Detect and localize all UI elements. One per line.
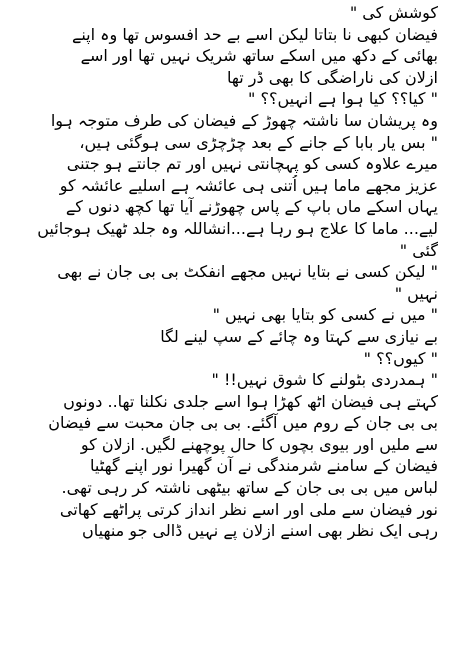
- text-line: گئی ": [399, 240, 438, 260]
- text-line: " بس یار بابا کے جانے کے بعد چڑچڑی سی ہوگئی ہیں،: [79, 132, 438, 152]
- text-line: " لیکن کسی نے بتایا نہیں مجھے انفکٹ بی بی جان نے بھی: [57, 262, 438, 282]
- text-line: نور فیضان سے ملی اور اسے نظر انداز کرتی پراٹھے کھاتی: [59, 499, 438, 519]
- text-line: فیضان کے سامنے شرمندگی نے آن گھیرا نور اپنے گھٹیا: [90, 456, 438, 476]
- text-line: بے نیازی سے کہتا وہ چائے کے سپ لینے لگا: [160, 326, 438, 346]
- text-line: کہتے ہی فیضان اٹھ کھڑا ہوا اسے جلدی نکلنا تھا.. دونوں: [63, 391, 438, 411]
- text-line: عزیز مجھے ماما ہیں اُتنی ہی عائشہ ہے اسلیے عائشہ کو: [59, 175, 438, 195]
- text-line: ازلان کی ناراضگی کا بھی ڈر تھا: [227, 67, 438, 87]
- text-line: لباس میں بی بی جان کے ساتھ بیٹھی ناشتہ کر رہی تھی.: [61, 478, 438, 498]
- text-line: " کیا؟؟ کیا ہوا ہے انہیں؟؟ ": [248, 89, 438, 109]
- text-line: " کیوں؟؟ ": [363, 348, 438, 368]
- text-line: بھائی کے دکھ میں اسکے ساتھ شریک نہیں تھا اور اسے: [80, 46, 438, 66]
- text-line: رہی ایک نظر بھی اسنے ازلان پے نہیں ڈالی جو منھیاں: [81, 521, 438, 541]
- text-line: نہیں ": [394, 283, 438, 303]
- text-line: یہاں اسکے ماں باپ کے پاس چھوڑنے آیا تھا کچھ دنوں کے: [65, 197, 438, 217]
- text-line: لیے... ماما کا علاج ہو رہا ہے...انشاللہ وہ جلد ٹھیک ہوجائیں: [37, 218, 438, 238]
- text-line: کوشش کی ": [349, 3, 438, 22]
- text-line: فیضان کبھی نا بتاتا لیکن اسے بے حد افسوس تھا وہ اپنے: [71, 24, 438, 44]
- text-line: " ہمدردی بٹولنے کا شوق نہیں!! ": [211, 370, 438, 390]
- text-line: " میں نے کسی کو بتایا بھی نہیں ": [212, 305, 438, 325]
- text-line: بی بی جان کے روم میں آگئے. بی بی جان محبت سے فیضان: [48, 413, 438, 433]
- text-line: سے ملیں اور بیوی بچوں کا حال پوچھنے لگیں. ازلان کو: [80, 434, 438, 454]
- text-line: میرے علاوہ کسی کو پہچانتی نہیں اور تم جانتے ہو جتنی: [66, 154, 438, 174]
- text-line: وہ پریشان سا ناشتہ چھوڑ کے فیضان کی طرف متوجہ ہوا: [50, 110, 438, 130]
